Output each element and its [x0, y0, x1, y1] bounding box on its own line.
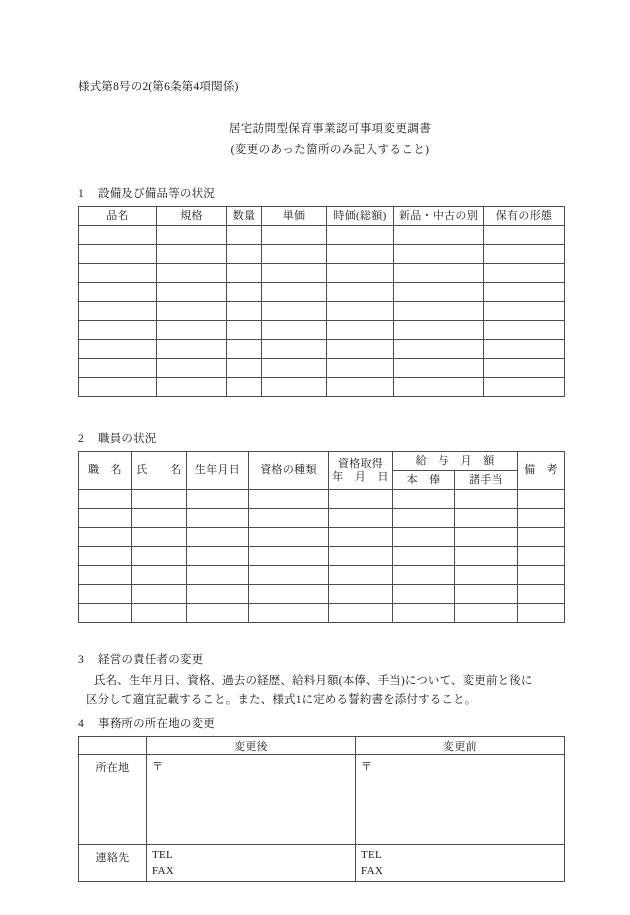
cell-spec[interactable]	[157, 302, 227, 321]
cell-unit-price[interactable]	[262, 245, 327, 264]
cell-ownership-type[interactable]	[484, 302, 565, 321]
cell-address-before[interactable]	[356, 755, 565, 845]
cell-quantity[interactable]	[227, 378, 262, 397]
col-header-salary-group: 給 与 月 額	[393, 452, 518, 471]
table-row[interactable]	[79, 604, 565, 623]
cell-new-used[interactable]	[394, 321, 484, 340]
cell-item-name[interactable]	[79, 321, 157, 340]
cell-base-salary[interactable]	[393, 509, 455, 528]
cell-new-used[interactable]	[394, 264, 484, 283]
table-row[interactable]	[79, 245, 565, 264]
cell-item-name[interactable]	[79, 359, 157, 378]
col-header-qualification-type: 資格の種類	[249, 452, 329, 490]
cell-unit-price[interactable]	[262, 283, 327, 302]
cell-remarks[interactable]	[518, 509, 565, 528]
cell-birthdate[interactable]	[187, 566, 249, 585]
cell-spec[interactable]	[157, 359, 227, 378]
col-header-name: 氏 名	[132, 452, 187, 490]
cell-spec[interactable]	[157, 378, 227, 397]
cell-base-salary[interactable]	[393, 585, 455, 604]
cell-new-used[interactable]	[394, 302, 484, 321]
staff-table-body	[79, 490, 565, 623]
cell-name[interactable]	[132, 585, 187, 604]
cell-market-value[interactable]	[327, 359, 394, 378]
cell-name[interactable]	[132, 509, 187, 528]
cell-new-used[interactable]	[394, 378, 484, 397]
cell-qualification-type[interactable]	[249, 566, 329, 585]
col-header-item-name: 品名	[79, 207, 157, 226]
col-header-unit-price: 単価	[262, 207, 327, 226]
cell-ownership-type[interactable]	[484, 283, 565, 302]
cell-spec[interactable]	[157, 264, 227, 283]
cell-base-salary[interactable]	[393, 490, 455, 509]
spacer-1	[78, 403, 564, 430]
fax-label-after: FAX	[152, 864, 175, 877]
table-row[interactable]	[79, 283, 565, 302]
cell-market-value[interactable]	[327, 378, 394, 397]
cell-unit-price[interactable]	[262, 264, 327, 283]
table-header-row	[79, 207, 565, 226]
cell-job-title[interactable]	[79, 509, 132, 528]
section-3-heading	[78, 651, 564, 667]
col-header-new-used: 新品・中古の別	[394, 207, 484, 226]
cell-name[interactable]	[132, 604, 187, 623]
section-2-heading	[78, 430, 564, 446]
cell-item-name[interactable]	[79, 340, 157, 359]
row-label-address: 所在地	[79, 755, 147, 845]
cell-allowances[interactable]	[455, 509, 518, 528]
cell-qualification-date[interactable]	[329, 547, 393, 566]
section-3-body	[78, 672, 564, 709]
cell-item-name[interactable]	[79, 378, 157, 397]
cell-new-used[interactable]	[394, 359, 484, 378]
row-label-contact: 連絡先	[79, 845, 147, 882]
cell-market-value[interactable]	[327, 302, 394, 321]
cell-base-salary[interactable]	[393, 604, 455, 623]
cell-spec[interactable]	[157, 226, 227, 245]
cell-market-value[interactable]	[327, 264, 394, 283]
col-header-allowances: 諸手当	[455, 471, 518, 490]
cell-birthdate[interactable]	[187, 585, 249, 604]
cell-new-used[interactable]	[394, 283, 484, 302]
spacer-2	[78, 629, 564, 651]
col-header-qualification-date	[329, 452, 393, 490]
corner-cell	[79, 737, 147, 755]
cell-quantity[interactable]	[227, 340, 262, 359]
staff-table	[78, 451, 565, 623]
cell-qualification-date[interactable]	[329, 528, 393, 547]
equipment-table	[78, 206, 565, 397]
cell-allowances[interactable]	[455, 490, 518, 509]
cell-quantity[interactable]	[227, 321, 262, 340]
cell-allowances[interactable]	[455, 566, 518, 585]
cell-remarks[interactable]	[518, 585, 565, 604]
section-1-heading	[78, 185, 564, 201]
cell-qualification-type[interactable]	[249, 509, 329, 528]
cell-job-title[interactable]	[79, 604, 132, 623]
table-row[interactable]	[79, 509, 565, 528]
cell-base-salary[interactable]	[393, 547, 455, 566]
cell-allowances[interactable]	[455, 547, 518, 566]
cell-spec[interactable]	[157, 340, 227, 359]
cell-allowances[interactable]	[455, 604, 518, 623]
section-2-title: 職員の状況	[98, 433, 157, 445]
cell-new-used[interactable]	[394, 340, 484, 359]
table-row[interactable]	[79, 226, 565, 245]
table-row[interactable]	[79, 340, 565, 359]
cell-qualification-type[interactable]	[249, 490, 329, 509]
cell-birthdate[interactable]	[187, 604, 249, 623]
cell-unit-price[interactable]	[262, 340, 327, 359]
section-1-number: 1	[78, 188, 84, 200]
section-3-body-line-1: 氏名、生年月日、資格、過去の経歴、給料月額(本俸、手当)について、変更前と後に	[94, 675, 533, 687]
cell-quantity[interactable]	[227, 264, 262, 283]
form-code: 様式第8号の2(第6条第4項関係)	[78, 81, 239, 93]
cell-unit-price[interactable]	[262, 321, 327, 340]
cell-remarks[interactable]	[518, 604, 565, 623]
cell-name[interactable]	[132, 528, 187, 547]
col-header-job-title: 職 名	[79, 452, 132, 490]
section-3-number: 3	[78, 654, 84, 666]
cell-qualification-type[interactable]	[249, 528, 329, 547]
cell-ownership-type[interactable]	[484, 226, 565, 245]
cell-job-title[interactable]	[79, 490, 132, 509]
section-2-number: 2	[78, 433, 84, 445]
page-title: 居宅訪問型保育事業認可事項変更調書	[228, 123, 432, 135]
postal-mark-icon: 〒	[361, 761, 373, 774]
cell-qualification-type[interactable]	[249, 604, 329, 623]
cell-ownership-type[interactable]	[484, 359, 565, 378]
cell-birthdate[interactable]	[187, 509, 249, 528]
page-subtitle: (変更のあった箇所のみ記入すること)	[230, 144, 430, 156]
cell-name[interactable]	[132, 566, 187, 585]
cell-unit-price[interactable]	[262, 359, 327, 378]
section-3-title: 経営の責任者の変更	[98, 654, 204, 666]
cell-spec[interactable]	[157, 321, 227, 340]
cell-spec[interactable]	[157, 245, 227, 264]
table-row[interactable]	[79, 264, 565, 283]
postal-mark-icon: 〒	[152, 761, 164, 774]
cell-market-value[interactable]	[327, 321, 394, 340]
cell-base-salary[interactable]	[393, 528, 455, 547]
cell-quantity[interactable]	[227, 283, 262, 302]
cell-name[interactable]	[132, 547, 187, 566]
table-row[interactable]	[79, 528, 565, 547]
table-row[interactable]	[79, 321, 565, 340]
table-row[interactable]	[79, 547, 565, 566]
cell-birthdate[interactable]	[187, 490, 249, 509]
qualification-date-line-1: 資格取得	[337, 457, 384, 470]
cell-unit-price[interactable]	[262, 378, 327, 397]
col-header-birthdate: 生年月日	[187, 452, 249, 490]
section-3-body-line-2: 区分して適宜記載すること。また、様式1に定める誓約書を添付すること。	[86, 693, 477, 706]
section-4-heading	[78, 715, 564, 731]
cell-qualification-type[interactable]	[249, 585, 329, 604]
cell-allowances[interactable]	[455, 585, 518, 604]
table-row[interactable]	[79, 378, 565, 397]
section-4-title: 事務所の所在地の変更	[98, 718, 215, 731]
cell-qualification-date[interactable]	[329, 566, 393, 585]
cell-contact-before[interactable]	[356, 845, 565, 882]
cell-ownership-type[interactable]	[484, 340, 565, 359]
cell-name[interactable]	[132, 490, 187, 509]
cell-new-used[interactable]	[394, 245, 484, 264]
cell-item-name[interactable]	[79, 302, 157, 321]
cell-quantity[interactable]	[227, 302, 262, 321]
tel-label-after: TEL	[152, 849, 174, 862]
address-change-table	[78, 736, 565, 882]
cell-allowances[interactable]	[455, 528, 518, 547]
cell-item-name[interactable]	[79, 245, 157, 264]
cell-qualification-type[interactable]	[249, 547, 329, 566]
cell-ownership-type[interactable]	[484, 245, 565, 264]
cell-quantity[interactable]	[227, 226, 262, 245]
table-header-row-top	[79, 452, 565, 471]
section-office-address-change	[78, 715, 564, 882]
cell-market-value[interactable]	[327, 226, 394, 245]
table-row[interactable]	[79, 585, 565, 604]
table-row[interactable]	[79, 359, 565, 378]
cell-item-name[interactable]	[79, 226, 157, 245]
col-header-before-change: 変更前	[356, 737, 565, 755]
table-header-row	[79, 737, 565, 755]
table-row[interactable]	[79, 490, 565, 509]
section-equipment	[78, 185, 564, 397]
section-staff	[78, 430, 564, 623]
cell-contact-after[interactable]	[147, 845, 356, 882]
equipment-table-body	[79, 226, 565, 397]
cell-job-title[interactable]	[79, 585, 132, 604]
cell-birthdate[interactable]	[187, 547, 249, 566]
table-row[interactable]	[79, 566, 565, 585]
cell-item-name[interactable]	[79, 283, 157, 302]
tel-label-before: TEL	[361, 849, 383, 862]
table-row[interactable]	[79, 302, 565, 321]
cell-new-used[interactable]	[394, 226, 484, 245]
cell-spec[interactable]	[157, 283, 227, 302]
cell-job-title[interactable]	[79, 528, 132, 547]
cell-remarks[interactable]	[518, 566, 565, 585]
cell-ownership-type[interactable]	[484, 378, 565, 397]
cell-qualification-date[interactable]	[329, 490, 393, 509]
cell-market-value[interactable]	[327, 340, 394, 359]
cell-address-after[interactable]	[147, 755, 356, 845]
col-header-spec: 規格	[157, 207, 227, 226]
col-header-after-change: 変更後	[147, 737, 356, 755]
cell-unit-price[interactable]	[262, 226, 327, 245]
cell-item-name[interactable]	[79, 264, 157, 283]
cell-market-value[interactable]	[327, 245, 394, 264]
cell-qualification-date[interactable]	[329, 585, 393, 604]
col-header-quantity: 数量	[227, 207, 262, 226]
section-4-number: 4	[78, 718, 84, 731]
cell-ownership-type[interactable]	[484, 264, 565, 283]
col-header-market-value: 時価(総額)	[327, 207, 394, 226]
col-header-ownership-type: 保有の形態	[484, 207, 565, 226]
cell-qualification-date[interactable]	[329, 604, 393, 623]
col-header-base-salary: 本 俸	[393, 471, 455, 490]
table-row-address	[79, 755, 565, 845]
col-header-remarks: 備 考	[518, 452, 565, 490]
cell-remarks[interactable]	[518, 490, 565, 509]
cell-base-salary[interactable]	[393, 566, 455, 585]
section-manager-change	[78, 651, 564, 709]
title-block	[78, 120, 564, 157]
cell-quantity[interactable]	[227, 245, 262, 264]
table-row-contact	[79, 845, 565, 882]
qualification-date-line-2: 年 月 日	[332, 470, 389, 483]
cell-job-title[interactable]	[79, 566, 132, 585]
cell-market-value[interactable]	[327, 283, 394, 302]
section-1-title: 設備及び備品等の状況	[98, 188, 215, 200]
cell-remarks[interactable]	[518, 528, 565, 547]
cell-job-title[interactable]	[79, 547, 132, 566]
cell-unit-price[interactable]	[262, 302, 327, 321]
cell-qualification-date[interactable]	[329, 509, 393, 528]
cell-remarks[interactable]	[518, 547, 565, 566]
cell-ownership-type[interactable]	[484, 321, 565, 340]
cell-birthdate[interactable]	[187, 528, 249, 547]
fax-label-before: FAX	[361, 864, 384, 877]
cell-quantity[interactable]	[227, 359, 262, 378]
